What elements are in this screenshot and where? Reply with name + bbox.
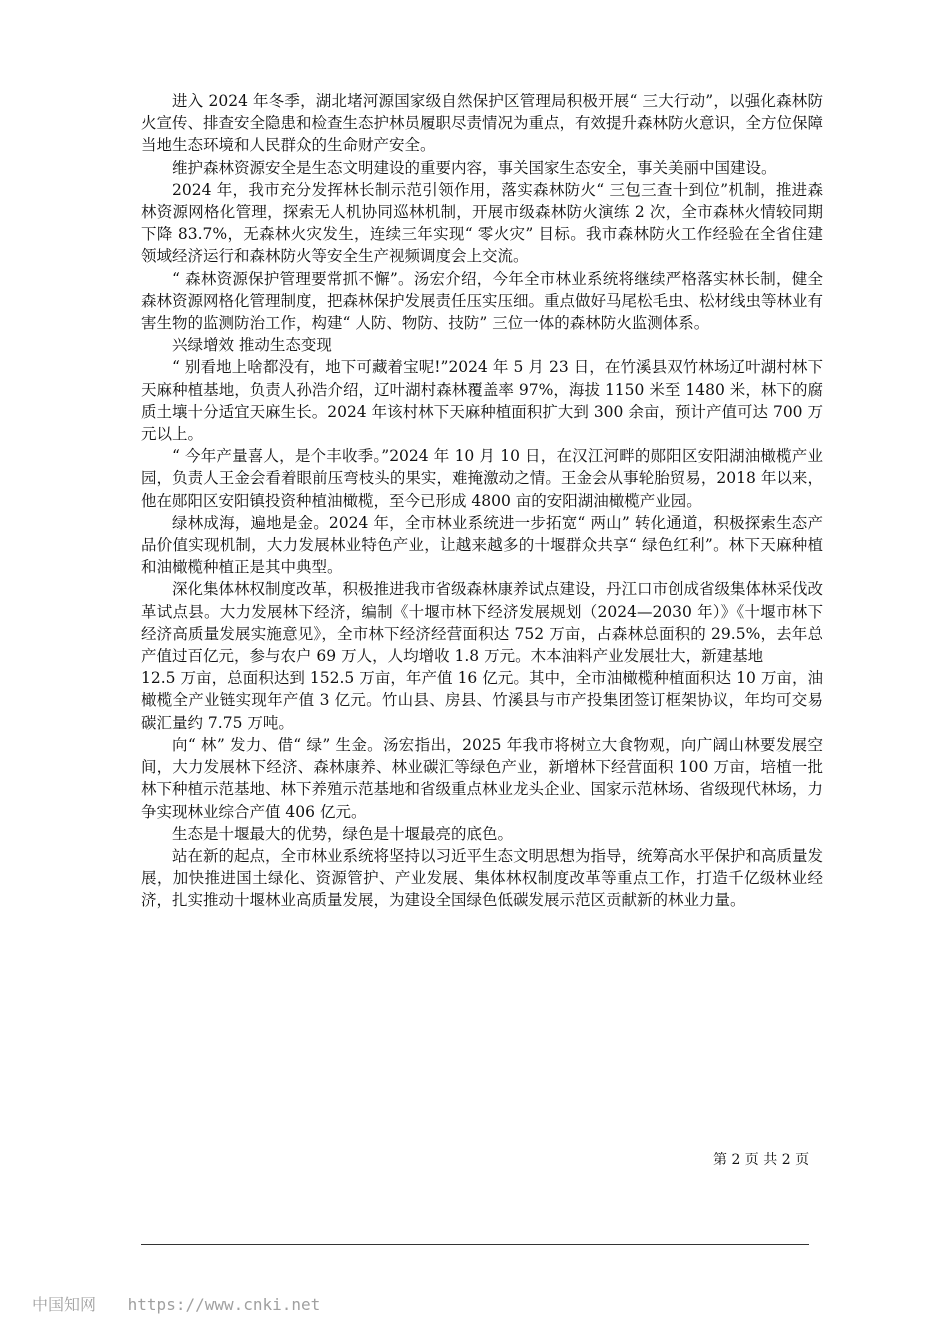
page-number: 第 2 页 共 2 页 bbox=[713, 1152, 810, 1168]
paragraph: 生态是十堰最大的优势，绿色是十堰最亮的底色。 bbox=[172, 824, 514, 843]
watermark-logo-text: 中国知网 bbox=[32, 1295, 97, 1314]
cnki-watermark bbox=[32, 1294, 320, 1316]
paragraph: 绿林成海，遍地是金。2024 年，全市林业系统进一步拓宽“ 两山” 转化通道，积极探索生态产品价值实现机制，大力发展林业特色产业，让越来越多的十堰群众共享“ 绿色红利”。林下天麻种植和油橄榄种植正是其中典型。 bbox=[141, 513, 823, 577]
paragraph: “ 别看地上啥都没有，地下可藏着宝呢!”2024 年 5 月 23 日，在竹溪县双竹林场辽叶湖村林下天麻种植基地，负责人孙浩介绍，辽叶湖村森林覆盖率 97%，海拔 1150 米至 1480 米，林下的腐质土壤十分适宜天麻生长。2024 年该村林下天麻种植面积扩大到 300 余亩，预计产值可达 700 万元以上。 bbox=[141, 358, 823, 444]
paragraph: “ 今年产量喜人，是个丰收季。”2024 年 10 月 10 日，在汉江河畔的郧阳区安阳湖油橄榄产业园，负责人王金会看着眼前压弯枝头的果实，难掩激动之情。王金会从事轮胎贸易，2018 年以来，他在郧阳区安阳镇投资种植油橄榄，至今已形成 4800 亩的安阳湖油橄榄产业园。 bbox=[141, 447, 823, 510]
footer-divider bbox=[141, 1244, 809, 1245]
paragraph: 2024 年，我市充分发挥林长制示范引领作用，落实森林防火“ 三包三查十到位”机制，推进森林资源网格化管理，探索无人机协同巡林机制，开展市级森林防火演练 2 次，全市森林火情较同期下降 83.7%，无森林火灾发生，连续三年实现“ 零火灾” 目标。我市森林防火工作经验在全省住建领域经济运行和森林防火等安全生产视频调度会上交流。 bbox=[141, 180, 823, 266]
paragraph: 深化集体林权制度改革，积极推进我市省级森林康养试点建设，丹江口市创成省级集体林采伐改革试点县。大力发展林下经济，编制《十堰市林下经济发展规划（2024—2030 年）》《十堰市林下经济高质量发展实施意见》，全市林下经济经营面积达 752 万亩，占森林总面积的 29.5%，去年总产值过百亿元，参与农户 69 万人，人均增收 1.8 万元。木本油料产业发展壮大，新建基地 12.5 万亩，总面积达到 152.5 万亩，年产值 16 亿元。其中，全市油橄榄种植面积达 10 万亩，油橄榄全产业链实现年产值 3 亿元。竹山县、房县、竹溪县与市产投集团签订框架协议，年均可交易碳汇量约 7.75 万吨。 bbox=[141, 580, 824, 732]
paragraph: 站在新的起点，全市林业系统将坚持以习近平生态文明思想为指导，统筹高水平保护和高质量发展，加快推进国土绿化、资源管护、产业发展、集体林权制度改革等重点工作，打造千亿级林业经济，扎实推动十堰林业高质量发展，为建设全国绿色低碳发展示范区贡献新的林业力量。 bbox=[141, 846, 824, 910]
article-body bbox=[141, 90, 823, 912]
section-subheading: 兴绿增效 推动生态变现 bbox=[172, 336, 332, 355]
watermark-url[interactable]: https://www.cnki.net bbox=[127, 1295, 321, 1314]
paragraph: 向“ 林” 发力、借“ 绿” 生金。汤宏指出，2025 年我市将树立大食物观，向广阔山林要发展空间，大力发展林下经济、森林康养、林业碳汇等绿色产业，新增林下经营面积 100 万亩，培植一批林下种植示范基地、林下养殖示范基地和省级重点林业龙头企业、国家示范林场、省级现代林场，力争实现林业综合产值 406 亿元。 bbox=[141, 735, 824, 821]
paragraph: 进入 2024 年冬季，湖北堵河源国家级自然保护区管理局积极开展“ 三大行动”，以强化森林防火宣传、排查安全隐患和检查生态护林员履职尽责情况为重点，有效提升森林防火意识，全方位保障当地生态环境和人民群众的生命财产安全。 bbox=[141, 92, 824, 155]
paragraph: 维护森林资源安全是生态文明建设的重要内容，事关国家生态安全，事关美丽中国建设。 bbox=[172, 158, 777, 177]
paragraph: “ 森林资源保护管理要常抓不懈”。汤宏介绍，今年全市林业系统将继续严格落实林长制，健全森林资源网格化管理制度，把森林保护发展责任压实压细。重点做好马尾松毛虫、松材线虫等林业有害生物的监测防治工作，构建“ 人防、物防、技防” 三位一体的森林防火监测体系。 bbox=[141, 269, 824, 333]
